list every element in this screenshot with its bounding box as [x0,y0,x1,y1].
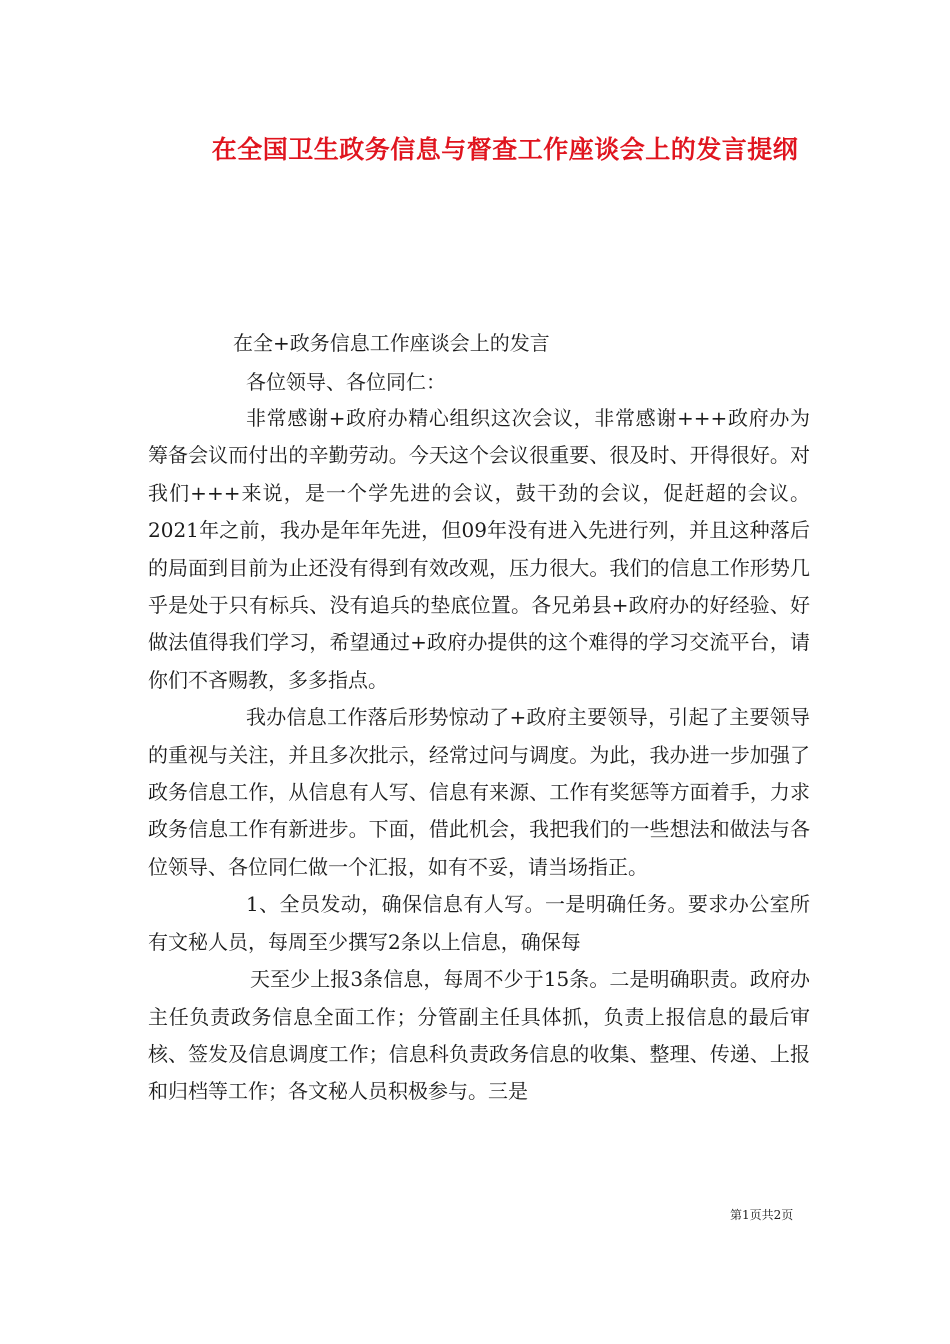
document-title: 在全国卫生政务信息与督查工作座谈会上的发言提纲 [211,135,799,164]
paragraph-2: 我办信息工作落后形势惊动了+政府主要领导，引起了主要领导的重视与关注，并且多次批示，经常过问与调度。为此，我办进一步加强了政务信息工作，从信息有人写、信息有来源、工作有奖惩等方面着手，力求政务信息工作有新进步。下面，借此机会，我把我们的一些想法和做法与各位领导、各位同仁做一个汇报，如有不妥，请当场指正。 [148,705,810,879]
speech-subtitle: 在全+政务信息工作座谈会上的发言 [233,331,550,355]
body-text [148,400,810,1111]
paragraph-1: 非常感谢+政府办精心组织这次会议，非常感谢+++政府办为筹备会议而付出的辛勤劳动。今天这个会议很重要、很及时、开得很好。对我们+++来说，是一个学先进的会议，鼓干劲的会议，促赶超的会议。2021年之前，我办是年年先进，但09年没有进入先进行列，并且这种落后的局面到目前为止还没有得到有效改观，压力很大。我们的信息工作形势几乎是处于只有标兵、没有追兵的垫底位置。各兄弟县+政府办的好经验、好做法值得我们学习，希望通过+政府办提供的这个难得的学习交流平台，请你们不吝赐教，多多指点。 [148,406,810,692]
paragraph-3: 1、全员发动，确保信息有人写。一是明确任务。要求办公室所有文秘人员，每周至少撰写2条以上信息，确保每 [148,892,810,954]
paragraph-4: 天至少上报3条信息，每周不少于15条。二是明确职责。政府办主任负责政务信息全面工作；分管副主任具体抓，负责上报信息的最后审核、签发及信息调度工作；信息科负责政务信息的收集、整理、传递、上报和归档等工作；各文秘人员积极参与。三是 [148,967,810,1104]
page-number: 第1页共2页 [730,1208,794,1222]
salutation: 各位领导、各位同仁： [246,370,446,394]
